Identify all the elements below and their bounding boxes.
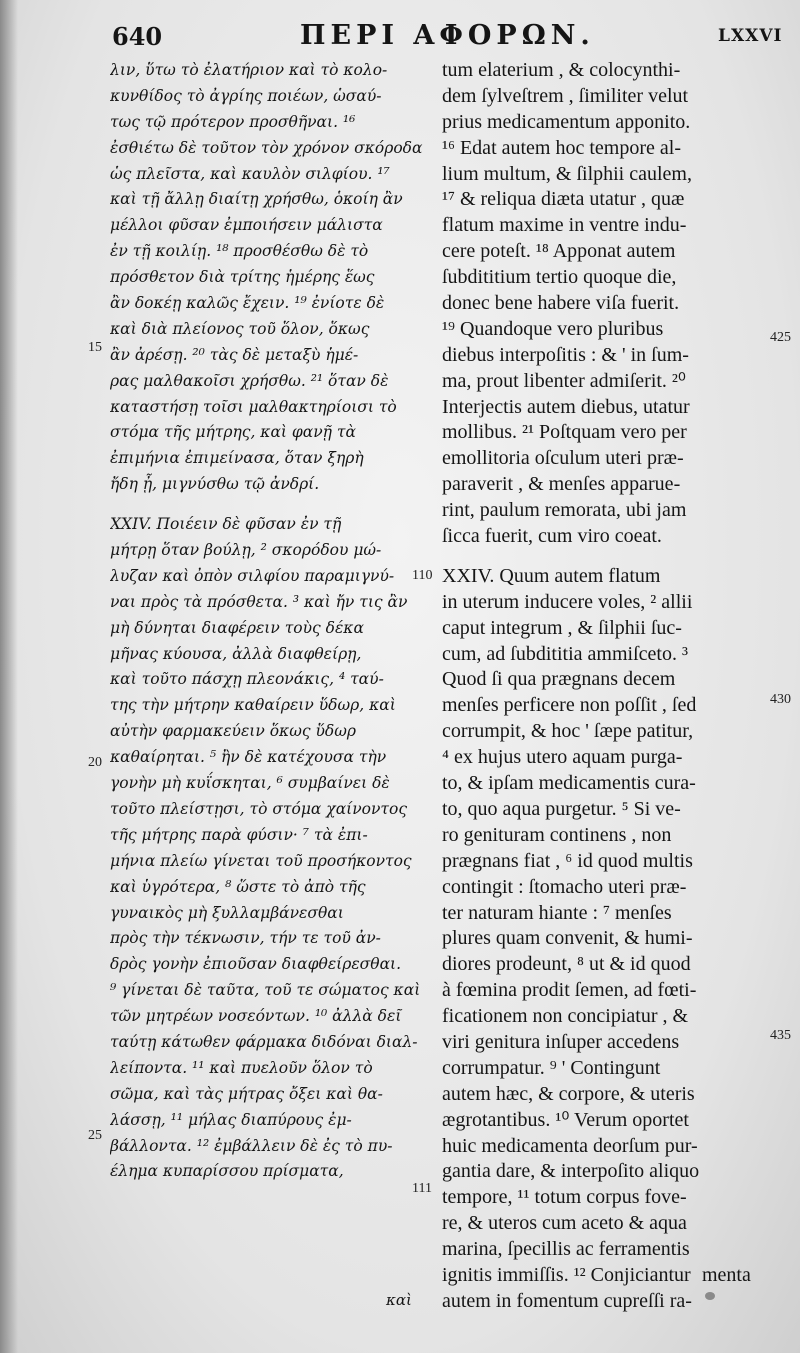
greek-text-line: πρόσθετον διὰ τρίτης ἡμέρης ἕως <box>110 268 375 287</box>
greek-text-line: λείποντα. ¹¹ καὶ πυελοῦν ὅλον τὸ <box>110 1058 373 1077</box>
line-number-15: 15 <box>88 340 102 355</box>
latin-text-line: ro genituram continens , non <box>442 823 672 846</box>
latin-text-line: marina, ſpecillis ac ferramentis <box>442 1238 690 1261</box>
latin-text-line: to, quo aqua purgetur. ⁵ Si ve- <box>442 797 681 820</box>
latin-text-line: dem ſylveſtrem , ſimiliter velut <box>442 84 689 107</box>
greek-catchword: καὶ <box>386 1291 412 1309</box>
greek-text-line: ἐσθιέτω δὲ τοῦτον τὸν χρόνον σκόροδα <box>110 138 423 157</box>
latin-text-line: paraverit , & menſes apparue- <box>442 473 681 496</box>
greek-text-line: μήνια πλείω γίνεται τοῦ προσήκοντος <box>110 851 412 870</box>
page-header <box>0 18 800 58</box>
latin-text-line: rint, paulum remorata, ubi jam <box>442 499 687 522</box>
paragraph-gap <box>110 498 430 512</box>
latin-text-line: ¹⁷ & reliqua diæta utatur , quæ <box>442 188 685 211</box>
latin-text-line: ⁴ ex hujus utero aquam purga- <box>442 746 683 769</box>
latin-text-line: viri genitura inſuper accedens <box>442 1030 680 1053</box>
greek-text-line: λάσσῃ, ¹¹ μήλας διαπύρους ἐμ- <box>110 1110 352 1129</box>
greek-text-line: μέλλοι φῦσαν ἐμποιήσειν μάλιστα <box>110 216 383 235</box>
greek-text-line: καὶ ὑγρότερα, ⁸ ὥστε τὸ ἀπὸ τῆς <box>110 877 366 896</box>
latin-text-line: tempore, ¹¹ totum corpus fove- <box>442 1186 687 1209</box>
line-number-435: 435 <box>770 1028 791 1043</box>
latin-text-line: caput integrum , & ſilphii ſuc- <box>442 616 682 639</box>
greek-text-line: ἐν τῇ κοιλίῃ. ¹⁸ προσθέσθω δὲ τὸ <box>110 242 369 261</box>
latin-text-line: mollibus. ²¹ Poſtquam vero per <box>442 421 687 444</box>
line-number-430: 430 <box>770 692 791 707</box>
page-gutter-shadow <box>0 0 18 1353</box>
greek-text-line: καὶ διὰ πλείονος τοῦ ὅλον, ὅκως <box>110 319 370 338</box>
latin-text-line: ignitis immiſſis. ¹² Conjiciantur <box>442 1263 691 1286</box>
line-number-425: 425 <box>770 330 791 345</box>
latin-text-line: autem in fomentum cupreſſi ra- <box>442 1289 692 1312</box>
latin-text-line: gantia dare, & interpoſito aliquo <box>442 1160 700 1183</box>
greek-text-line: γονὴν μὴ κυΐσκηται, ⁶ συμβαίνει δὲ <box>110 774 390 793</box>
latin-text-line: à fœmina prodit ſemen, ad fœti- <box>442 979 697 1002</box>
latin-text-line: ma, prout libenter admiſerit. ²⁰ <box>442 369 686 392</box>
section-number: LXXVI <box>718 26 783 46</box>
greek-text-line: ἤδη ᾖ, μιγνύσθω τῷ ἀνδρί. <box>110 475 320 494</box>
line-number-25: 25 <box>88 1128 102 1143</box>
greek-text-line: ὡς πλεῖστα, καὶ καυλὸν σιλφίου. ¹⁷ <box>110 164 390 183</box>
greek-text-line: λυζαν καὶ ὀπὸν σιλφίου παραμιγνύ- <box>110 566 395 585</box>
page-number: 640 <box>112 22 163 51</box>
latin-text-line: donec bene habere viſa fuerit. <box>442 292 680 315</box>
latin-text-line: ¹⁶ Edat autem hoc tempore al- <box>442 136 681 159</box>
latin-text-line: lium multum, & ſilphii caulem, <box>442 162 692 185</box>
latin-text-line: emollitoria oſculum uteri præ- <box>442 447 684 470</box>
latin-text-line: corrumpit, & hoc ' ſæpe patitur, <box>442 720 694 743</box>
latin-text-line: ¹⁹ Quandoque vero pluribus <box>442 317 664 340</box>
greek-text-line: καὶ τῇ ἄλλῃ διαίτῃ χρήσθω, ὁκοίη ἂν <box>110 190 403 209</box>
paragraph-gap <box>442 550 764 564</box>
line-number-111: 111 <box>412 1181 432 1196</box>
latin-text-line: to, & ipſam medicamentis cura- <box>442 772 696 795</box>
greek-text-line: βάλλοντα. ¹² ἐμβάλλειν δὲ ἐς τὸ πυ- <box>110 1136 393 1155</box>
line-number-20: 20 <box>88 755 102 770</box>
latin-text-line: in uterum inducere voles, ² allii <box>442 590 693 613</box>
greek-text-line: ⁹ γίνεται δὲ ταῦτα, τοῦ τε σώματος καὶ <box>110 981 421 1000</box>
greek-text-line: μήτρῃ ὅταν βούλῃ, ² σκορόδου μώ- <box>110 541 382 560</box>
greek-text-line: μὴ δύνηται διαφέρειν τοὺς δέκα <box>110 618 364 637</box>
latin-text-line: Interjectis autem diebus, utatur <box>442 395 690 418</box>
latin-text-line: tum elaterium , & colocynthi- <box>442 59 681 81</box>
greek-text-line: ρας μαλθακοῖσι χρήσθω. ²¹ ὅταν δὲ <box>110 371 389 390</box>
greek-text-line: μῆνας κύουσα, ἀλλὰ διαφθείρῃ, <box>110 644 362 663</box>
latin-text-line: re, & uteros cum aceto & aqua <box>442 1212 687 1235</box>
latin-text-line: cere poteſt. ¹⁸ Apponat autem <box>442 240 676 263</box>
latin-text-line: ſubdititium tertio quoque die, <box>442 266 677 289</box>
latin-text-line: plures quam convenit, & humi- <box>442 927 693 950</box>
greek-text-line: τῆς μήτρης παρὰ φύσιν· ⁷ τὰ ἐπι- <box>110 825 368 844</box>
greek-text-line: κυνθίδος τὸ ἀγρίης ποιέων, ὡσαύ- <box>110 86 382 105</box>
latin-text-line: prægnans fiat , ⁶ id quod multis <box>442 849 693 872</box>
latin-text-line: contingit : ſtomacho uteri præ- <box>442 875 687 898</box>
greek-text-line: τοῦτο πλείστῃσι, τὸ στόμα χαίνοντος <box>110 799 408 818</box>
line-number-110: 110 <box>412 568 433 583</box>
greek-text-line: τῶν μητρέων νοσεόντων. ¹⁰ ἀλλὰ δεῖ <box>110 1007 402 1026</box>
latin-text-line: ficationem non concipiatur , & <box>442 1005 689 1028</box>
greek-text-line: καθαίρηται. ⁵ ἢν δὲ κατέχουσα τὴν <box>110 748 387 767</box>
latin-text-line: diores prodeunt, ⁸ ut & id quod <box>442 953 691 976</box>
running-title: ΠΕΡΙ ΑΦΟΡΩΝ. <box>300 20 595 51</box>
latin-text-line: Quod ſi qua prægnans decem <box>442 668 676 691</box>
latin-text-line: cum, ad ſubdititia ammiſceto. ³ <box>442 642 688 665</box>
greek-text-line: ἂν ἀρέσῃ. ²⁰ τὰς δὲ μεταξὺ ἡμέ- <box>110 345 359 364</box>
latin-text-line: flatum maxime in ventre indu- <box>442 214 687 237</box>
greek-text-line: πρὸς τὴν τέκνωσιν, τήν τε τοῦ ἀν- <box>110 929 381 948</box>
latin-text-line: XXIV. Quum autem flatum <box>442 564 661 587</box>
greek-text-line: έλημα κυπαρίσσου πρίσματα, <box>110 1162 344 1181</box>
greek-text-line: της τὴν μήτρην καθαίρειν ὕδωρ, καὶ <box>110 696 396 715</box>
greek-text-line: αὐτὴν φαρμακεύειν ὅκως ὕδωρ <box>110 722 356 741</box>
greek-text-line: στόμα τῆς μήτρης, καὶ φανῇ τὰ <box>110 423 356 442</box>
latin-text-line: autem hæc, & corpore, & uteris <box>442 1082 695 1105</box>
greek-text-line: σῶμα, καὶ τὰς μήτρας ὄξει καὶ θα- <box>110 1084 383 1103</box>
greek-text-line: λιν, ὕτω τὸ ἐλατήριον καὶ τὸ κολο- <box>110 61 388 79</box>
latin-text-line: menſes perficere non poſſit , ſed <box>442 694 697 717</box>
greek-text-line: καὶ τοῦτο πάσχῃ πλεονάκις, ⁴ ταύ- <box>110 670 384 689</box>
greek-text-line: γυναικὸς μὴ ξυλλαμβάνεσθαι <box>110 903 344 922</box>
latin-text-line: ægrotantibus. ¹⁰ Verum oportet <box>442 1108 689 1131</box>
latin-text-column <box>442 58 764 1315</box>
latin-text-line: ter naturam hiante : ⁷ menſes <box>442 901 672 924</box>
latin-catchword: menta <box>702 1264 751 1286</box>
greek-text-line: ταύτῃ κάτωθεν φάρμακα διδόναι διαλ- <box>110 1032 418 1051</box>
latin-text-line: corrumpatur. ⁹ ' Contingunt <box>442 1056 661 1079</box>
ink-smudge <box>705 1292 715 1300</box>
greek-text-column <box>110 58 433 1185</box>
greek-text-line: ἂν δοκέῃ καλῶς ἔχειν. ¹⁹ ἐνίοτε δὲ <box>110 294 385 313</box>
greek-text-line: καταστήσῃ τοῖσι μαλθακτηρίοισι τὸ <box>110 397 397 416</box>
greek-text-line: ναι πρὸς τὰ πρόσθετα. ³ καὶ ἤν τις ἂν <box>110 592 408 611</box>
latin-text-line: prius medicamentum apponito. <box>442 110 691 133</box>
greek-text-line: τως τῷ πρότερον προσθῆναι. ¹⁶ <box>110 112 356 131</box>
latin-text-line: huic medicamenta deorſum pur- <box>442 1134 698 1157</box>
latin-text-line: diebus interpoſitis : & ' in ſum- <box>442 343 689 366</box>
greek-text-line: XXIV. Ποιέειν δὲ φῦσαν ἐν τῇ <box>110 515 342 534</box>
latin-text-line: ſicca fuerit, cum viro coeat. <box>442 525 662 548</box>
greek-text-line: ἐπιμήνια ἐπιμείνασα, ὅταν ξηρὴ <box>110 449 364 468</box>
greek-text-line: δρὸς γονὴν ἐπιοῦσαν διαφθείρεσθαι. <box>110 955 402 974</box>
